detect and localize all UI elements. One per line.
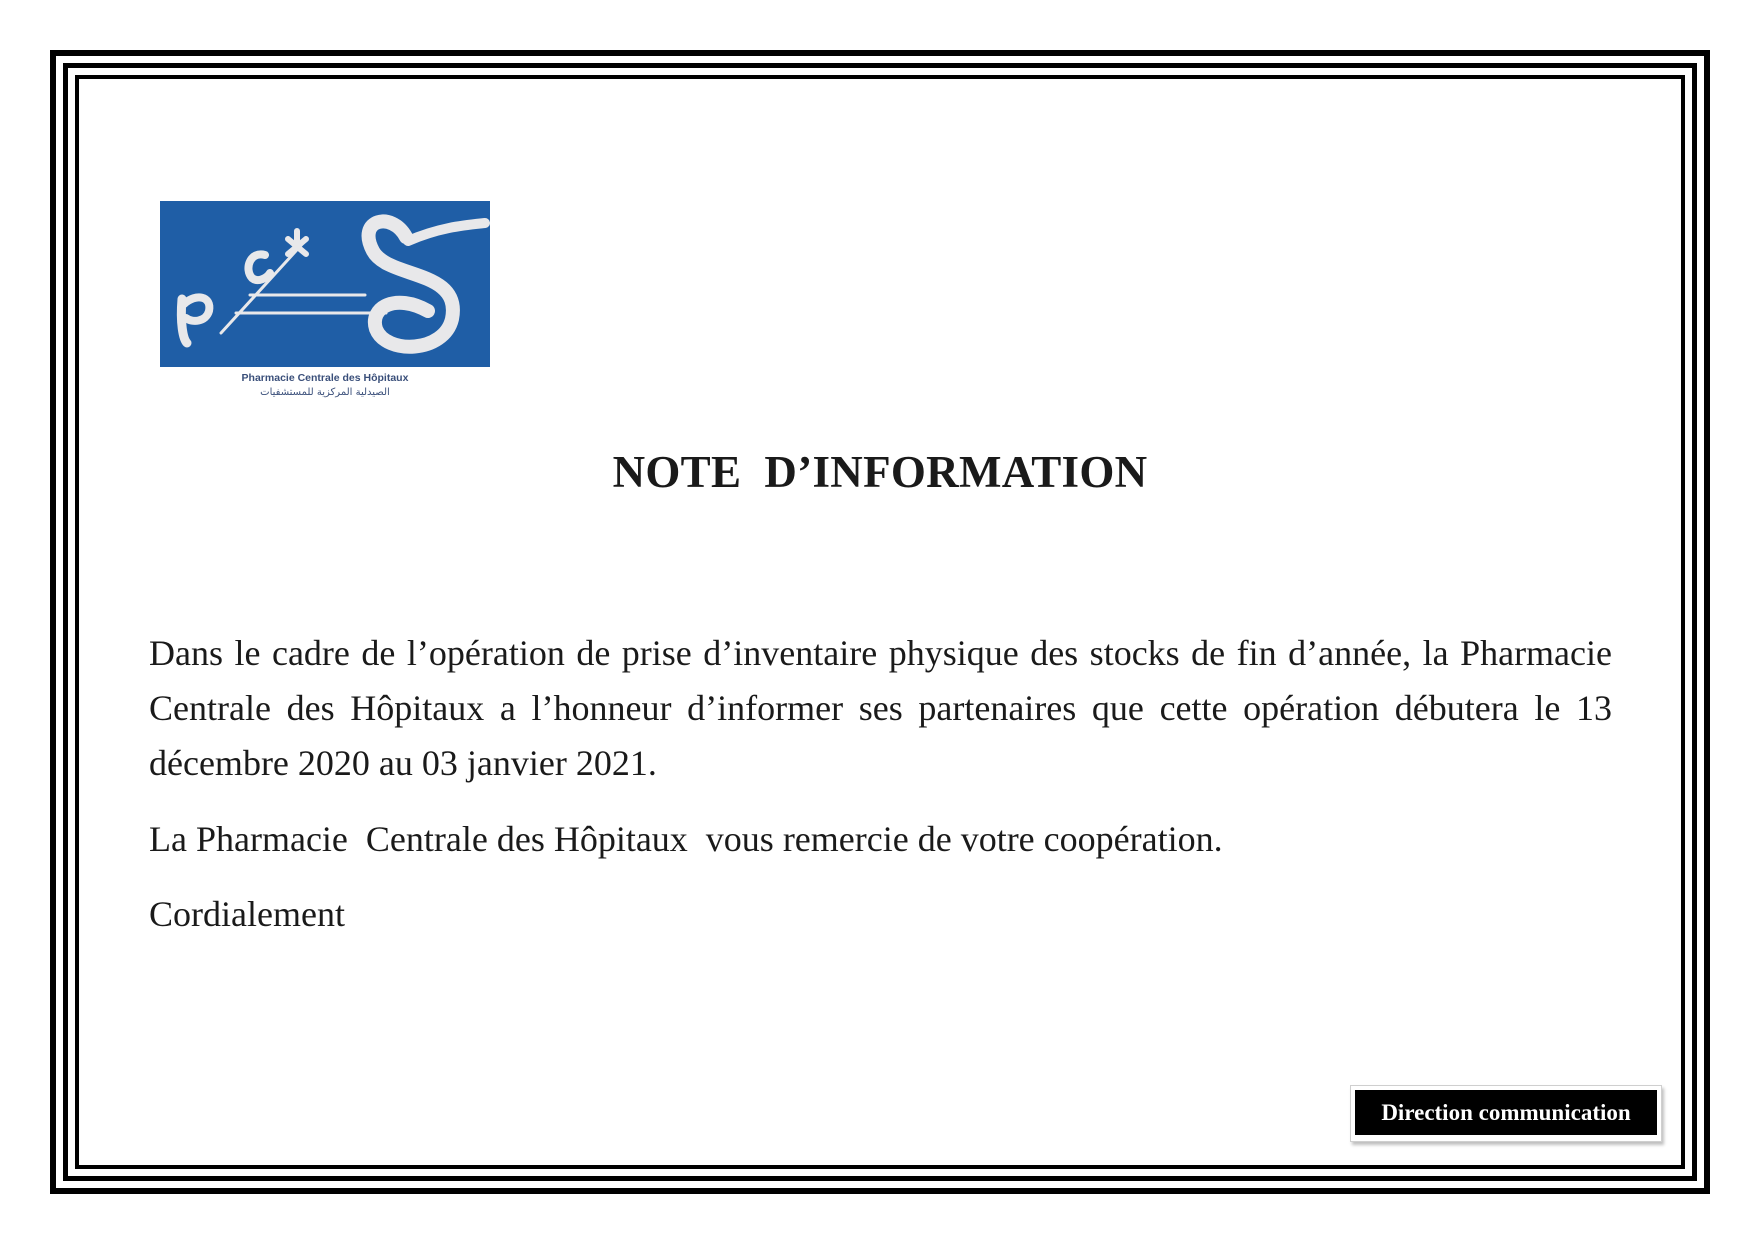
body-paragraph-2: La Pharmacie Centrale des Hôpitaux vous remercie de votre coopération. bbox=[149, 819, 1223, 859]
body-paragraph-1: Dans le cadre de l’opération de prise d’inventaire physique des stocks de fin d’année, la Pharmacie Centrale des Hôpitaux a l’honneur d’informer ses partenaires que cette opération débutera le 13 décembre 2020 au 03 janvier 2021. bbox=[149, 633, 1612, 783]
pch-logo bbox=[160, 201, 490, 407]
logo-name-french: Pharmacie Centrale des Hôpitaux bbox=[241, 372, 409, 384]
logo-mark bbox=[160, 201, 490, 367]
logo-name-arabic: الصيدلية المركزية للمستشفيات bbox=[260, 387, 390, 398]
page-title: NOTE D’INFORMATION bbox=[612, 447, 1148, 497]
department-label: Direction communication bbox=[1355, 1090, 1657, 1135]
closing-text: Cordialement bbox=[149, 894, 345, 934]
department-badge bbox=[1350, 1085, 1662, 1142]
